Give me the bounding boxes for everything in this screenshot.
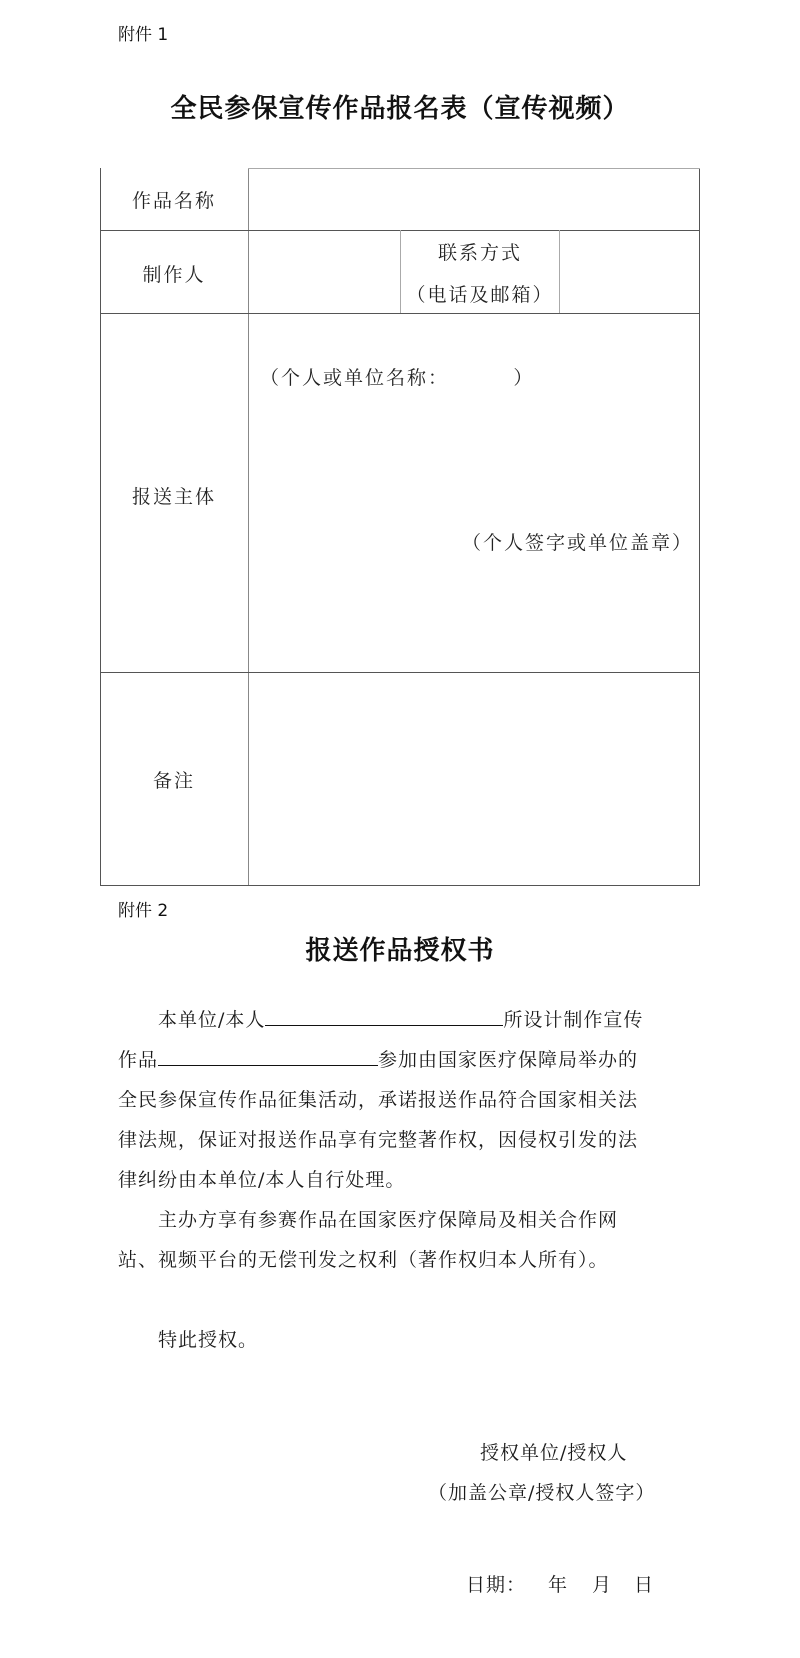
para1-line5: 律纠纷由本单位/本人自行处理。: [118, 1169, 406, 1191]
date-day: 日: [634, 1574, 655, 1596]
contact-divider-right: [559, 230, 560, 313]
table-column-divider: [248, 168, 249, 886]
table-row-divider-3: [100, 672, 700, 673]
table-border-bottom: [100, 885, 700, 886]
para1-mid: 所设计制作宣传: [503, 1009, 644, 1031]
signature-hint: （个人签字或单位盖章）: [462, 532, 694, 554]
date-month: 月: [592, 1574, 613, 1596]
table-border-right: [699, 168, 700, 886]
contact-sublabel: （电话及邮箱）: [406, 284, 554, 306]
submitter-name-hint: （个人或单位名称： ）: [260, 367, 535, 389]
date-year: 年: [548, 1574, 569, 1596]
para1-line4: 律法规，保证对报送作品享有完整著作权，因侵权引发的法: [118, 1129, 639, 1151]
work-name-label: 作品名称: [131, 190, 216, 212]
para1-line3: 全民参保宣传作品征集活动，承诺报送作品符合国家相关法: [118, 1089, 639, 1111]
table-border-top: [248, 168, 700, 169]
para1-prefix: 本单位/本人: [158, 1009, 266, 1031]
authorization-paragraph-1: [118, 1000, 678, 1280]
authorization-title: 报送作品授权书: [305, 936, 495, 966]
authorization-closing: 特此授权。: [158, 1329, 259, 1351]
para1-line2-rest: 参加由国家医疗保障局举办的: [378, 1049, 639, 1071]
attachment-2-label: 附件 2: [118, 901, 169, 921]
date-label: 日期：: [466, 1574, 527, 1596]
grantor-label: 授权单位/授权人: [480, 1442, 628, 1464]
para2-line1: 主办方享有参赛作品在国家医疗保障局及相关合作网: [158, 1209, 619, 1231]
contact-label: 联系方式: [437, 242, 522, 264]
attachment-1-label: 附件 1: [118, 25, 169, 45]
grantor-note: （加盖公章/授权人签字）: [428, 1482, 656, 1504]
para1-line2-prefix: 作品: [118, 1049, 159, 1071]
registration-form-title: 全民参保宣传作品报名表（宣传视频）: [170, 94, 630, 124]
registration-table: [100, 168, 700, 886]
unit-name-blank[interactable]: [265, 1003, 503, 1026]
para2-line2: 站、视频平台的无偿刊发之权利（著作权归本人所有）。: [118, 1249, 609, 1271]
submitter-label: 报送主体: [131, 486, 216, 508]
remarks-label: 备注: [152, 770, 195, 792]
table-row-divider-2: [100, 313, 700, 314]
work-title-blank[interactable]: [158, 1043, 378, 1066]
creator-label: 制作人: [142, 264, 206, 286]
